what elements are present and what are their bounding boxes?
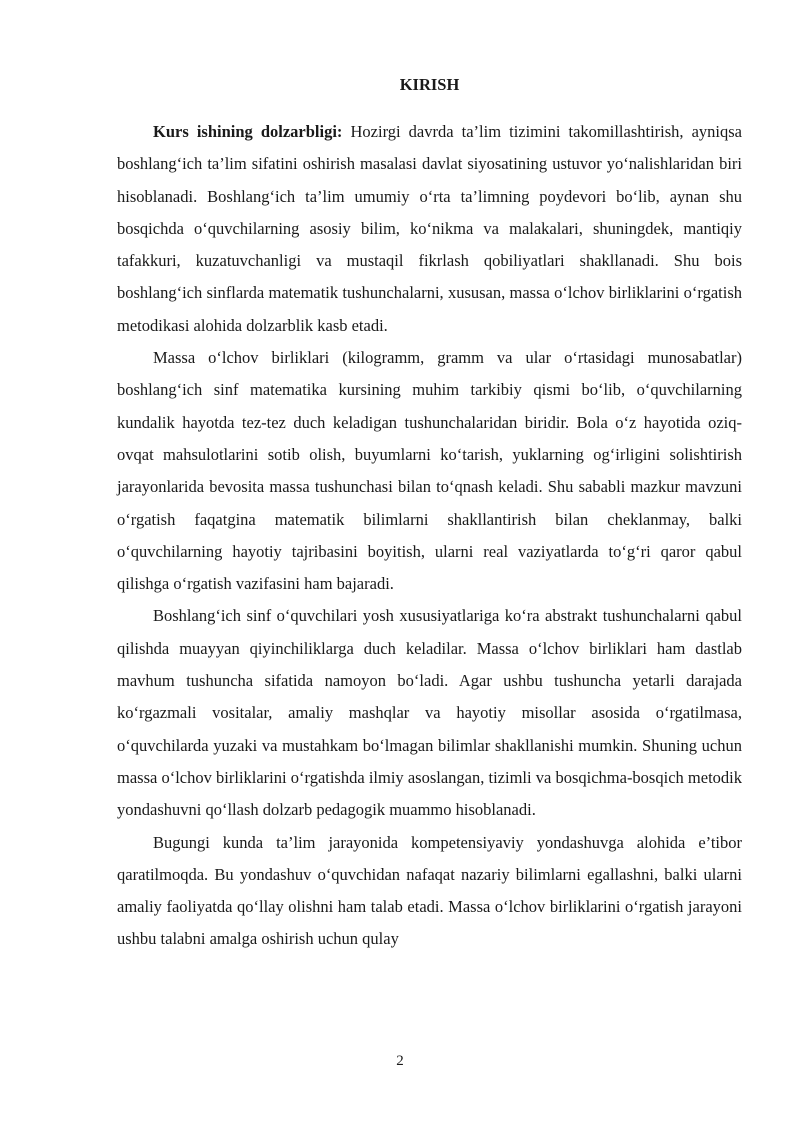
section-heading: KIRISH [399, 75, 460, 94]
document-page [117, 72, 742, 956]
paragraph-mass-units [117, 342, 742, 600]
paragraph-text: Massa o‘lchov birliklari (kilogramm, gramm va ular o‘rtasidagi munosabatlar) boshlang‘ich sinf matematika kursining muhim tarkibiy qismi bo‘lib, o‘quvchilarning kundalik hayotda tez-tez duch keladigan tushunchalaridan biridir. Bola o‘z hayotida oziq-ovqat mahsulotlarini sotib olish, buyumlarni ko‘tarish, yuklarning og‘irligini solishtirish jarayonlarida bevosita massa tushunchasi bilan to‘qnash keladi. Shu sababli mazkur mavzuni o‘rgatish faqatgina matematik bilimlarni shakllantirish bilan cheklanmay, balki o‘quvchilarning hayotiy tajribasini boyitish, ularni real vaziyatlarda to‘g‘ri qaror qabul qilishga o‘rgatish vazifasini ham bajaradi. [117, 348, 742, 594]
paragraph-competency-approach [117, 827, 742, 956]
paragraph-lead: Kurs ishining dolzarbligi: [153, 122, 343, 141]
paragraph-text: Bugungi kunda ta’lim jarayonida kompetensiyaviy yondashuvga alohida e’tibor qaratilmoqda. Bu yondashuv o‘quvchidan nafaqat nazariy bilimlarni egallashni, balki ularni amaliy faoliyatda qo‘llay olishni ham talab etadi. Massa o‘lchov birliklarini o‘rgatish jarayoni ushbu talabni amalga oshirish uchun qulay [117, 832, 742, 949]
paragraph-text: Hozirgi davrda ta’lim tizimini takomillashtirish, ayniqsa boshlang‘ich ta’lim sifatini oshirish masalasi davlat siyosatining ustuvor yo‘nalishlaridan biri hisoblanadi. Boshlang‘ich ta’lim umumiy o‘rta ta’limning poydevori bo‘lib, aynan shu bosqichda o‘quvchilarning asosiy bilim, ko‘nikma va malakalari, shuningdek, mantiqiy tafakkuri, kuzatuvchanligi va mustaqil fikrlash qobiliyatlari shakllanadi. Shu bois boshlang‘ich sinflarda matematik tushunchalarni, xususan, massa o‘lchov birliklarini o‘rgatish metodikasi alohida dolzarblik kasb etadi. [117, 122, 743, 335]
page-number: 2 [396, 1053, 404, 1069]
paragraph-pupils-difficulties [117, 600, 742, 826]
paragraph-relevance [117, 116, 742, 342]
paragraph-text: Boshlang‘ich sinf o‘quvchilari yosh xususiyatlariga ko‘ra abstrakt tushunchalarni qabul qilishda muayyan qiyinchiliklarga duch keladilar. Massa o‘lchov birliklari ham dastlab mavhum tushuncha sifatida namoyon bo‘ladi. Agar ushbu tushuncha yetarli darajada ko‘rgazmali vositalar, amaliy mashqlar va hayotiy misollar asosida o‘rgatilmasa, o‘quvchilarda yuzaki va mustahkam bo‘lmagan bilimlar shakllanishi mumkin. Shuning uchun massa o‘lchov birliklarini o‘rgatishda ilmiy asoslangan, tizimli va bosqichma-bosqich metodik yondashuvni qo‘llash dolzarb pedagogik muammo hisoblanadi. [117, 606, 742, 820]
